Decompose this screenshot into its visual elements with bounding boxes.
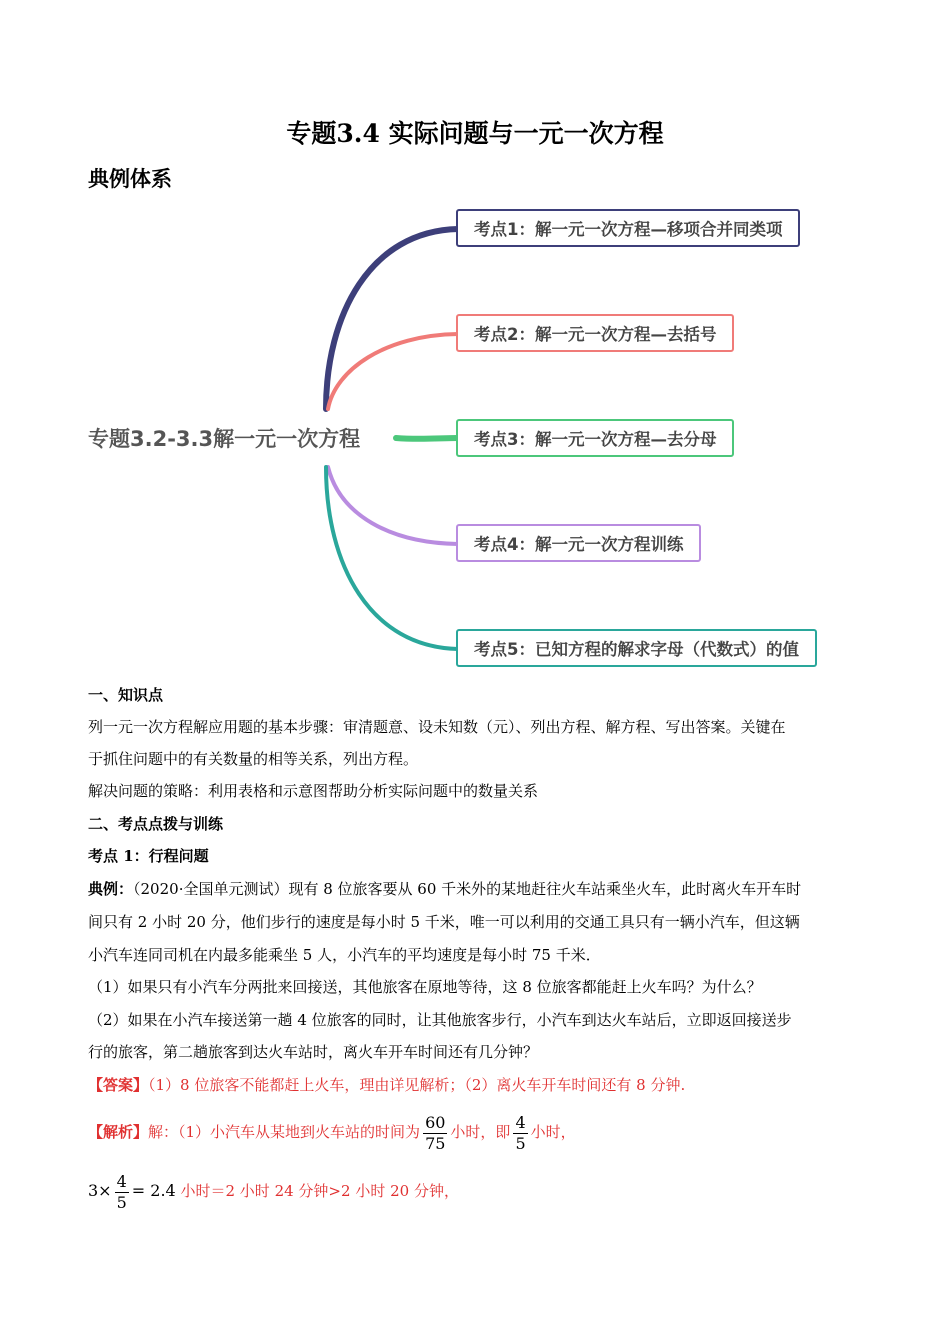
knowledge-para2: 解决问题的策略：利用表格和示意图帮助分析实际问题中的数量关系 [88, 782, 539, 800]
question-2-line1: （2）如果在小汽车接送第一趟 4 位旅客的同时，让其他旅客步行，小汽车到达火车站后，立即返回接送步 [88, 1011, 792, 1029]
answer-label: 【答案】 [88, 1076, 149, 1094]
analysis-text-1: 解：（1）小汽车从某地到火车站的时间为 [148, 1123, 421, 1141]
answer-line [88, 1069, 864, 1101]
training-heading: 二、考点点拨与训练 [88, 815, 224, 833]
mind-map-node-4: 考点4：解一元一次方程训练 [456, 524, 701, 562]
analysis-text-2: 小时，即 [450, 1123, 511, 1141]
calc-prefix: 3× [88, 1181, 112, 1200]
knowledge-heading: 一、知识点 [88, 686, 164, 704]
branch-line-1 [326, 229, 458, 409]
branch-line-3 [396, 438, 458, 439]
analysis-label: 【解析】 [88, 1123, 149, 1141]
analysis-text-3: 小时， [530, 1123, 576, 1141]
fraction-denominator: 5 [515, 1133, 526, 1153]
example-line3: 小汽车连同司机在内最多能乘坐 5 人，小汽车的平均速度是每小时 75 千米． [88, 946, 601, 964]
calc-text: 小时＝2 小时 24 分钟>2 小时 20 分钟， [180, 1182, 459, 1200]
branch-line-4 [328, 467, 458, 544]
fraction-numerator: 60 [425, 1112, 446, 1132]
page-title: 专题3.4 实际问题与一元一次方程 [286, 119, 664, 148]
fraction-numerator: 4 [515, 1112, 526, 1132]
example-line1 [88, 873, 864, 905]
point1-heading: 考点 1：行程问题 [88, 847, 209, 865]
fraction-60-75 [423, 1113, 447, 1154]
mind-map-node-2: 考点2：解一元一次方程—去括号 [456, 314, 734, 352]
fraction-4-5-calc [115, 1172, 129, 1213]
question-2-line2: 行的旅客，第二趟旅客到达火车站时，离火车开车时间还有几分钟？ [88, 1043, 539, 1061]
answer-text: （1）8 位旅客不能都赶上火车，理由详见解析；（2）离火车开车时间还有 8 分钟. [148, 1076, 686, 1094]
mind-map-node-5: 考点5：已知方程的解求字母（代数式）的值 [456, 629, 817, 667]
fraction-denominator: 5 [116, 1192, 127, 1212]
section-heading-example-system: 典例体系 [88, 166, 172, 191]
knowledge-para1-line1: 列一元一次方程解应用题的基本步骤：审清题意、设未知数（元）、列出方程、解方程、写出答案。关键在 [88, 718, 786, 736]
example-text-line1: （2020·全国单元测试）现有 8 位旅客要从 60 千米外的某地赶往火车站乘坐火车，此时离火车开车时 [133, 880, 802, 898]
analysis-line [88, 1109, 864, 1155]
fraction-4-5 [513, 1113, 527, 1154]
mind-map-node-3: 考点3：解一元一次方程—去分母 [456, 419, 734, 457]
mind-map [0, 195, 950, 685]
example-label: 典例： [88, 880, 134, 898]
fraction-numerator: 4 [116, 1171, 127, 1191]
calculation-line [88, 1168, 864, 1214]
fraction-denominator: 75 [425, 1133, 446, 1153]
branch-line-2 [328, 334, 458, 409]
question-1: （1）如果只有小汽车分两批来回接送，其他旅客在原地等待，这 8 位旅客都能赶上火车吗？为什么？ [88, 978, 762, 996]
mind-map-node-1: 考点1：解一元一次方程—移项合并同类项 [456, 209, 800, 247]
branch-line-5 [326, 467, 458, 649]
example-line2: 间只有 2 小时 20 分，他们步行的速度是每小时 5 千米，唯一可以利用的交通工具只有一辆小汽车，但这辆 [88, 913, 800, 931]
mind-map-center-topic: 专题3.2-3.3解一元一次方程 [88, 427, 361, 451]
calc-result: = 2.4 [131, 1181, 176, 1200]
knowledge-para1-line2: 于抓住问题中的有关数量的相等关系，列出方程。 [88, 750, 419, 768]
